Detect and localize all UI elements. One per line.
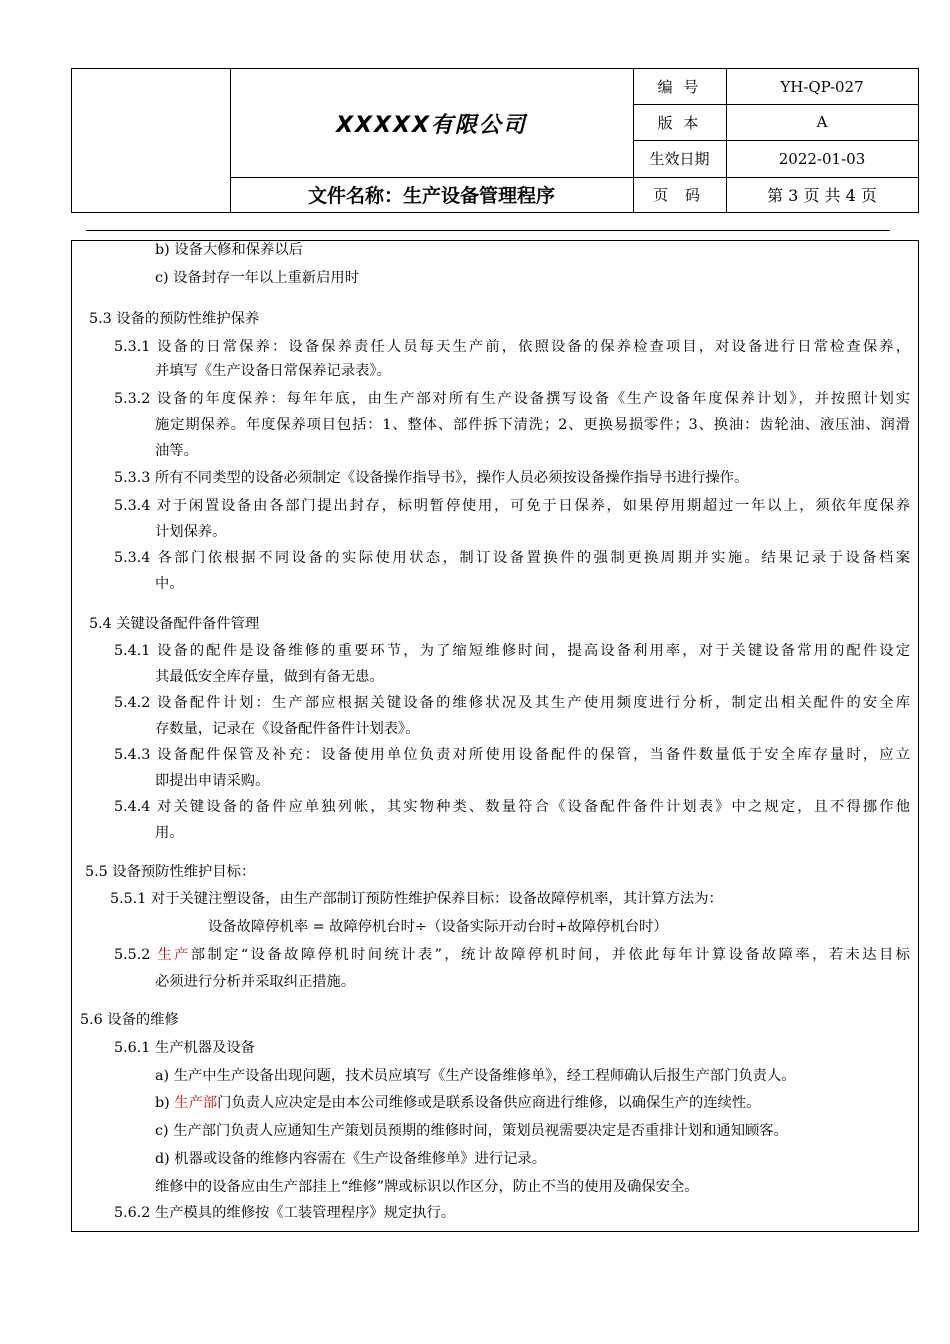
list-item: b) 设备大修和保养以后 [155,242,303,258]
paragraph-line: 5.3.3 所有不同类型的设备必须制定《设备操作指导书》，操作人员必须按设备操作指导书进行操作。 [114,470,749,486]
header-rule [86,230,890,231]
paragraph-line: 5.3.4 对于闲置设备由各部门提出封存，标明暂停使用，可免于日保养，如果停用期超过一年以上，须依年度保养 [114,498,910,514]
paragraph-line: 其最低安全库存量，做到有备无患。 [155,669,384,685]
highlighted-text: 生产部 [174,1095,218,1111]
paragraph-line: 即提出申请采购。 [155,773,270,789]
value-doc-number: YH-QP-027 [780,77,864,96]
paragraph-line: 油等。 [155,443,198,459]
paragraph-line [114,943,910,967]
paragraph-line: 5.4.2 设备配件计划：生产部应根据关键设备的维修状况及其生产使用频度进行分析，制定出相关配件的安全库 [114,695,910,711]
value-page: 第 3 页 共 4 页 [767,186,877,205]
text-run: 部制定“设备故障停机时间统计表”，统计故障停机时间，并依此每年计算设备故障率，若未达目标 [190,947,910,963]
list-item [155,1091,760,1115]
paragraph-line: 5.3.2 设备的年度保养：每年年底，由生产部对所有生产设备撰写设备《生产设备年度保养计划》，并按照计划实 [114,391,910,407]
list-item: a) 生产中生产设备出现问题，技术员应填写《生产设备维修单》，经工程师确认后报生产部门负责人。 [155,1068,796,1084]
section-heading: 5.5 设备预防性维护目标： [85,864,256,880]
paragraph-line: 5.3.1 设备的日常保养：设备保养责任人员每天生产前，依照设备的保养检查项目，对设备进行日常检查保养， [114,339,910,355]
section-heading: 5.6 设备的维修 [80,1012,179,1028]
value-effective-date: 2022-01-03 [778,149,866,168]
list-item: c) 生产部门负责人应通知生产策划员预期的维修时间，策划员视需要决定是否重排计划和通知顾客。 [155,1123,788,1139]
paragraph-line: 必须进行分析并采取纠正措施。 [155,974,356,990]
section-heading: 5.4 关键设备配件备件管理 [89,616,260,632]
subsection-heading: 5.6.2 生产模具的维修按《工装管理程序》规定执行。 [114,1205,456,1221]
paragraph-line: 存数量，记录在《设备配件备件计划表》。 [155,721,420,737]
list-item: d) 机器或设备的维修内容需在《生产设备维修单》进行记录。 [155,1151,546,1167]
highlighted-text: 生产 [157,947,191,963]
paragraph-line: 施定期保养。年度保养项目包括：1、整体、部件拆下清洗；2、更换易损零件；3、换油：齿轮油、液压油、润滑 [155,417,910,433]
paragraph-line: 维修中的设备应由生产部挂上“维修”牌或标识以作区分，防止不当的使用及确保安全。 [155,1179,699,1195]
paragraph-line: 5.3.4 各部门依根据不同设备的实际使用状态，制订设备置换件的强制更换周期并实施。结果记录于设备档案 [114,550,910,566]
text-run: 5.5.2 [114,947,158,963]
paragraph-line: 5.4.3 设备配件保管及补充：设备使用单位负责对所使用设备配件的保管，当备件数量低于安全库存量时，应立 [114,747,910,763]
document-header-table [71,68,919,213]
section-heading: 5.3 设备的预防性维护保养 [89,311,260,327]
value-version: A [816,113,828,131]
subsection-heading: 5.6.1 生产机器及设备 [114,1040,255,1056]
paragraph-line: 用。 [155,825,184,841]
label-version: 版 本 [657,113,702,132]
text-run: b) [155,1095,175,1111]
document-title: 文件名称：生产设备管理程序 [307,185,555,207]
paragraph-line: 并填写《生产设备日常保养记录表》。 [155,363,391,379]
paragraph-line: 5.4.1 设备的配件是设备维修的重要环节，为了缩短维修时间，提高设备利用率，对于关键设备常用的配件设定 [114,643,910,659]
paragraph-line: 计划保养。 [155,524,227,540]
label-effective-date: 生效日期 [649,150,710,168]
company-name: XXXXX有限公司 [336,112,527,138]
label-page: 页 码 [653,186,706,204]
paragraph-line: 5.4.4 对关键设备的备件应单独列帐，其实物种类、数量符合《设备配件备件计划表》中之规定，且不得挪作他 [114,799,910,815]
formula: 设备故障停机率 = 故障停机台时÷（设备实际开动台时+故障停机台时） [208,919,668,935]
list-item: c) 设备封存一年以上重新启用时 [155,270,359,286]
label-doc-number: 编 号 [657,78,702,96]
paragraph-line: 中。 [155,576,184,592]
paragraph-line: 5.5.1 对于关键注塑设备，由生产部制订预防性维护保养目标：设备故障停机率，其计算方法为： [110,891,723,907]
text-run: 门负责人应决定是由本公司维修或是联系设备供应商进行维修，以确保生产的连续性。 [217,1095,761,1111]
